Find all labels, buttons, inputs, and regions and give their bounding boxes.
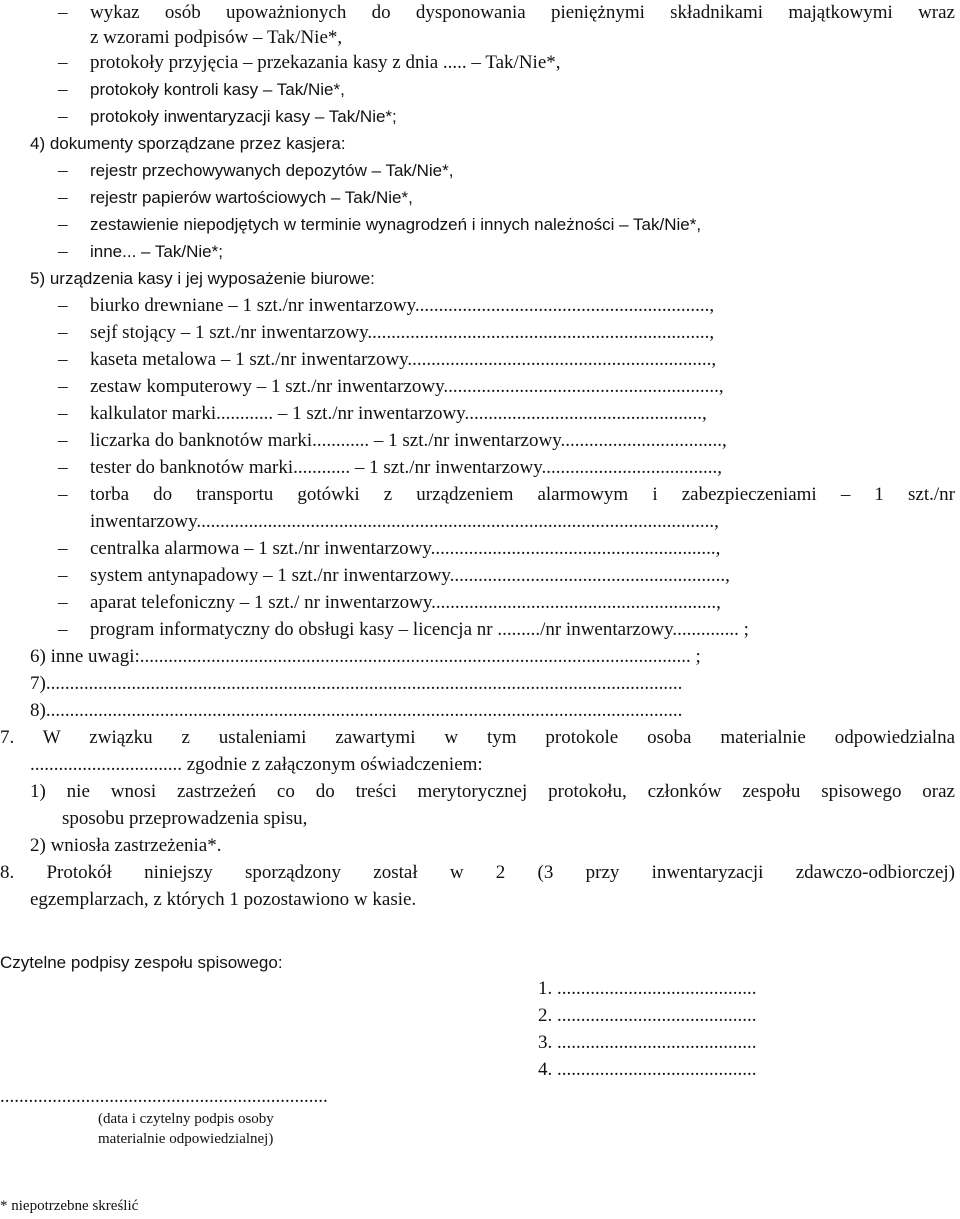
dash-bullet: – [58, 619, 68, 640]
list-item: torba do transportu gotówki z urządzeniem alarmowym i zabezpieczeniami – 1 szt./nr [90, 484, 955, 505]
section-heading: 7)...................................................................................................................................... [30, 673, 683, 694]
dash-bullet: – [58, 187, 68, 208]
list-item: tester do banknotów marki............ – 1 szt./nr inwentarzowy....................................., [90, 457, 723, 478]
dash-bullet: – [58, 403, 68, 424]
dash-bullet: – [58, 160, 68, 181]
dash-bullet: – [58, 484, 68, 505]
dash-bullet: – [58, 241, 68, 262]
paragraph-7: 7. W związku z ustaleniami zawartymi w tym protokole osoba materialnie odpowiedzialna [0, 727, 955, 748]
list-item: aparat telefoniczny – 1 szt./ nr inwentarzowy............................................................, [90, 592, 721, 613]
footnote: * niepotrzebne skreślić [0, 1198, 139, 1214]
paragraph-8: 8. Protokół niniejszy sporządzony został w 2 (3 przy inwentaryzacji zdawczo-odbiorczej) [0, 862, 955, 883]
dash-bullet: – [58, 376, 68, 397]
responsible-signature-caption: materialnie odpowiedzialnej) [98, 1131, 274, 1147]
list-item: rejestr papierów wartościowych – Tak/Nie*, [90, 188, 413, 207]
list-item: liczarka do banknotów marki............ – 1 szt./nr inwentarzowy.................................., [90, 430, 727, 451]
list-item-continuation: inwentarzowy............................................................................................................., [90, 511, 719, 532]
dash-bullet: – [58, 79, 68, 100]
signature-line: 4. .......................................... [538, 1059, 757, 1080]
list-item: biurko drewniane – 1 szt./nr inwentarzowy.............................................................., [90, 295, 715, 316]
section-heading: 5) urządzenia kasy i jej wyposażenie biurowe: [30, 269, 375, 288]
list-item: sejf stojący – 1 szt./nr inwentarzowy........................................................................, [90, 322, 715, 343]
list-item: centralka alarmowa – 1 szt./nr inwentarzowy............................................................, [90, 538, 721, 559]
dash-bullet: – [58, 430, 68, 451]
dash-bullet: – [58, 457, 68, 478]
list-item: wykaz osób upoważnionych do dysponowania pieniężnymi składnikami majątkowymi wraz [90, 2, 955, 23]
list-item: kaseta metalowa – 1 szt./nr inwentarzowy................................................................, [90, 349, 717, 370]
dash-bullet: – [58, 538, 68, 559]
signatures-heading: Czytelne podpisy zespołu spisowego: [0, 953, 283, 972]
dash-bullet: – [58, 349, 68, 370]
dash-bullet: – [58, 2, 68, 23]
section-heading: 8)...................................................................................................................................... [30, 700, 683, 721]
paragraph-7-cont: ................................ zgodnie z załączonym oświadczeniem: [30, 754, 483, 775]
paragraph-7-option-1-cont: sposobu przeprowadzenia spisu, [62, 808, 308, 829]
dash-bullet: – [58, 106, 68, 127]
section-heading: 6) inne uwagi:.................................................................................................................... ; [30, 646, 701, 667]
paragraph-7-option-1: 1) nie wnosi zastrzeżeń co do treści merytorycznej protokołu, członków zespołu spisowego oraz [30, 781, 955, 802]
signature-line: 2. .......................................... [538, 1005, 757, 1026]
dash-bullet: – [58, 322, 68, 343]
list-item: inne... – Tak/Nie*; [90, 242, 223, 261]
dash-bullet: – [58, 592, 68, 613]
list-item: program informatyczny do obsługi kasy – licencja nr ........./nr inwentarzowy.............. ; [90, 619, 749, 640]
dash-bullet: – [58, 295, 68, 316]
signature-line: 3. .......................................... [538, 1032, 757, 1053]
list-item: protokoły kontroli kasy – Tak/Nie*, [90, 80, 345, 99]
list-item: rejestr przechowywanych depozytów – Tak/Nie*, [90, 161, 454, 180]
dash-bullet: – [58, 52, 68, 73]
paragraph-7-option-2: 2) wniosła zastrzeżenia*. [30, 835, 222, 856]
list-item-continuation: z wzorami podpisów – Tak/Nie*, [90, 27, 343, 48]
list-item: zestaw komputerowy – 1 szt./nr inwentarzowy.........................................................., [90, 376, 724, 397]
list-item: system antynapadowy – 1 szt./nr inwentarzowy.........................................................., [90, 565, 730, 586]
list-item: protokoły przyjęcia – przekazania kasy z dnia ..... – Tak/Nie*, [90, 52, 561, 73]
responsible-signature-line: ..................................................................... [0, 1086, 328, 1107]
responsible-signature-caption: (data i czytelny podpis osoby [98, 1111, 274, 1127]
paragraph-8-cont: egzemplarzach, z których 1 pozostawiono w kasie. [30, 889, 417, 910]
dash-bullet: – [58, 565, 68, 586]
list-item: zestawienie niepodjętych w terminie wynagrodzeń i innych należności – Tak/Nie*, [90, 215, 702, 234]
list-item: protokoły inwentaryzacji kasy – Tak/Nie*; [90, 107, 397, 126]
list-item: kalkulator marki............ – 1 szt./nr inwentarzowy.................................................., [90, 403, 707, 424]
dash-bullet: – [58, 214, 68, 235]
signature-line: 1. .......................................... [538, 978, 757, 999]
section-heading: 4) dokumenty sporządzane przez kasjera: [30, 134, 346, 153]
